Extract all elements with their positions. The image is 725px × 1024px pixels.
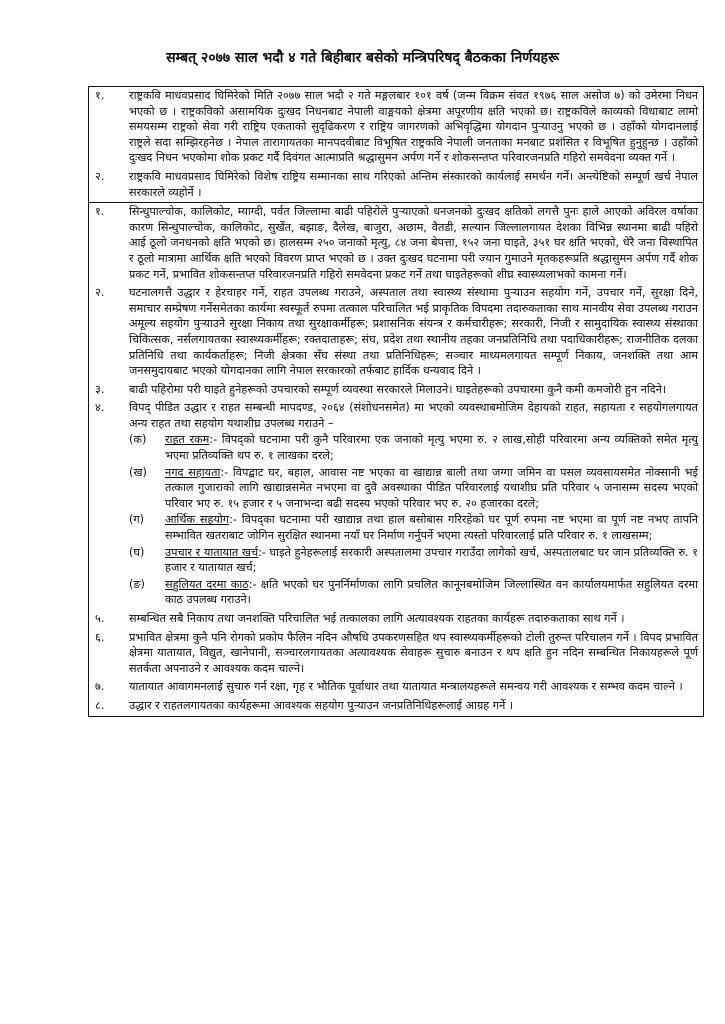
- item-number: ६.: [95, 630, 105, 644]
- item-body: [129, 204, 703, 282]
- item-body: [129, 88, 703, 166]
- subitem-heading: उपचार र यातायात खर्च: [165, 545, 259, 559]
- subitem: [129, 512, 698, 543]
- subitem-text: :- विपद्बाट घर, बहाल, आवास नष्ट भएका वा खाद्यान्न बाली तथा जग्गा जमिन वा पसल व्यवसायसमेत नोक्सानी भई तत्काल गुजाराको लागि खाद्यान्नसमेत नभएमा वा दुवै अवस्थाका पीडित परिवारलाई यथाशीघ्र प्रति परिवार ५ जनासम्म सदस्य भएको परिवार भए रु. १५ हजार र ५ जनाभन्दा बढी सदस्य भएको परिवार भए रु. २० हजारका दरले;: [165, 465, 699, 510]
- decision-section: [89, 87, 703, 203]
- decision-item: [89, 168, 703, 202]
- item-body: [129, 169, 703, 200]
- subitem: [129, 432, 698, 463]
- decision-section: [89, 203, 703, 715]
- decision-item: [89, 381, 703, 400]
- subitem-heading: राहत रकम: [165, 433, 210, 447]
- item-number: ८.: [95, 698, 105, 712]
- subitem-body: [165, 465, 698, 512]
- subitem-heading: सहुलियत दरमा काठ: [165, 577, 249, 591]
- item-body: [129, 400, 703, 608]
- item-body: [129, 698, 703, 714]
- decision-table: [88, 86, 704, 717]
- subitem-body: [165, 545, 698, 576]
- subitem-number: (ग): [129, 513, 145, 527]
- item-number: १.: [95, 89, 105, 102]
- item-body: [129, 382, 703, 398]
- subitem-number: (क): [129, 433, 147, 447]
- decision-item: [89, 697, 703, 716]
- subitem-number: (ख): [129, 465, 147, 479]
- item-number: ४.: [95, 401, 105, 415]
- subitem-text: :- विपद्को घटनामा परी कुनै परिवारमा एक जनाको मृत्यु भएमा रु. २ लाख,सोही परिवारमा अन्य व्यक्तिको समेत मृत्यु भएमा प्रतिव्यक्ति थप रु. १ लाखका दरले;: [165, 433, 698, 463]
- subitem-heading: नगद सहायता: [165, 465, 221, 479]
- item-body: [129, 611, 703, 627]
- subitem-body: [165, 432, 698, 463]
- subitem-body: [165, 512, 698, 543]
- item-number: १.: [95, 205, 105, 219]
- decision-item: [89, 203, 703, 284]
- subitem: [129, 465, 698, 512]
- decision-item: [89, 629, 703, 679]
- item-number: ७.: [95, 680, 105, 694]
- page-title: सम्बत् २०७७ साल भदौ ४ गते बिहीबार बसेको मन्त्रिपरिषद् बैठकका निर्णयहरू: [166, 50, 559, 66]
- item-text: सिन्धुपाल्चोक, कालिकोट, म्याग्दी, पर्वत जिल्लामा बाढी पहिरोले पुऱ्याएको धनजनको दुःखद क्षतिको लगत्तै पुनः हाले आएको अविरल वर्षाका कारण सिन्धुपाल्चोक, कालिकोट, सुर्खेत, बझाङ, दैलेख, बाजुरा, अछाम, वैतडी, सल्यान जिल्लालगायत देशका विभिन्न स्थानमा बाढी पहिरो आई ठूलो जनधनको क्षति भएको छ। हालसम्म २५० जनाको मृत्यु, ८४ जना बेपत्ता, १५२ जना घाइते, ३५१ घर क्षति भएको, धेरै जना विस्थापित र ठूलो मात्रामा आर्थिक क्षति भएको विवरण प्राप्त भएको छ । उक्त दुःखद घटनामा परी ज्यान गुमाउने मृतकहरूप्रति श्रद्धासुमन अर्पण गर्दै शोक प्रकट गर्ने, प्रभावित शोकसन्तप्त परिवारजनप्रति गहिरो समवेदना प्रकट गर्ने तथा घाइतेहरूको शीघ्र स्वास्थ्यलाभको कामना गर्ने।: [129, 205, 698, 281]
- item-text: उद्धार र राहतलगायतका कार्यहरूमा आवश्यक सहयोग पुऱ्याउन जनप्रतिनिधिहरूलाई आग्रह गर्ने ।: [129, 698, 514, 712]
- subitem-body: [165, 577, 698, 608]
- decision-item: [89, 399, 703, 610]
- item-text: राष्ट्रकवि माधवप्रसाद घिमिरेको मिति २०७७ साल भदौ २ गते मङ्गलबार १०१ वर्ष (जन्म विक्रम संवत १९७६ साल असोज ७) को उमेरमा निधन भएको छ । राष्ट्रकविको असामयिक दुःखद निधनबाट नेपाली वाङ्मयको क्षेत्रमा अपूरणीय क्षति भएको छ। राष्ट्रकविले काव्यको विधाबाट लामो समयसम्म राष्ट्रको सेवा गरी राष्ट्रिय एकताको सुदृढिकरण र राष्ट्रिय जागरणको अभिवृद्धिमा योगदान पुऱ्याउनु भएको छ । उहाँको योगदानलाई राष्ट्रले सदा सम्झिरहनेछ । नेपाल तारागायतका मानपदवीबाट विभूषित राष्ट्रकवि नेपाली जनताका मनबाट प्रशंसित र विभूषित हुनुहुन्छ । उहाँको दुःखद निधन भएकोमा शोक प्रकट गर्दै दिवंगत आत्माप्रति श्रद्धासुमन अर्पण गर्ने र शोकसन्तप्त परिवारजनप्रति गहिरो समवेदना व्यक्त गर्ने ।: [129, 89, 698, 165]
- subitem-heading: आर्थिक सहयोग: [165, 513, 230, 527]
- subitem-text: :- घाइते हुनेहरूलाई सरकारी अस्पतालमा उपचार गराउँदा लागेको खर्च, अस्पतालबाट घर जान प्रतिव्यक्ति रु. १ हजार र यातायात खर्च;: [165, 545, 698, 575]
- item-body: [129, 679, 703, 695]
- item-body: [129, 630, 703, 677]
- subitem-text: :- विपद्का घटनामा परी खाद्यान्न तथा हाल बसोबास गरिरहेको घर पूर्ण रुपमा नष्ट भएमा वा पूर्ण नष्ट नभए तापनि सम्भावित खतराबाट जोगिन सुरक्षित स्थानमा नयाँ घर निर्माण गर्नुपर्ने भएमा त्यस्तो परिवारलाई प्रति परिवार रु. १ लाखसम्म;: [165, 513, 698, 543]
- item-text: सम्बन्धित सबै निकाय तथा जनशक्ति परिचालित भई तत्कालका लागि अत्यावश्यक राहतका कार्यहरू तदारुकताका साथ गर्ने ।: [129, 612, 625, 625]
- item-text: राष्ट्रकवि माधवप्रसाद घिमिरेको विशेष राष्ट्रिय सम्मानका साथ गरिएको अन्तिम संस्कारको कार्यलाई समर्थन गर्ने। अन्त्येष्टिको सम्पूर्ण खर्च नेपाल सरकारले व्यहोर्ने ।: [129, 169, 698, 199]
- item-number: २.: [95, 286, 105, 300]
- item-text: यातायात आवागमनलाई सुचारु गर्न रक्षा, गृह र भौतिक पूर्वाधार तथा यातायात मन्त्रालयहरूले समन्वय गरी आवश्यक र सम्भव कदम चाल्ने ।: [129, 680, 683, 694]
- subitem: [129, 577, 698, 608]
- item-text: बाढी पहिरोमा परी घाइते हुनेहरूको उपचारको सम्पूर्ण व्यवस्था सरकारले मिलाउने। घाइतेहरूको उपचारमा कुनै कमी कमजोरी हुन नदिने।: [129, 382, 667, 396]
- item-number: ५.: [95, 612, 105, 625]
- decision-item: [89, 87, 703, 168]
- item-number: २.: [95, 169, 105, 183]
- subitem-text: :- क्षति भएको घर पुनर्निर्माणका लागि प्रचलित कानूनबमोजिम जिल्लास्थित वन कार्यालयमार्फत सहुलियत दरमा काठ उपलब्ध गराउने।: [165, 577, 698, 607]
- item-text: घटनालगत्तै उद्धार र हेरचाहर गर्ने, राहत उपलब्ध गराउने, अस्पताल तथा स्वास्थ्य संस्थामा पुऱ्याउन सहयोग गर्ने, उपचार गर्ने, सुरक्षा दिने, समाचार सम्प्रेषण गर्नेसमेतका कार्यमा स्वस्फूर्त रुपमा तत्काल परिचालित भई प्राकृतिक विपदमा तदारुकताका साथ मानवीय सेवा उपलब्ध गराउन अमूल्य सहयोग पुऱ्याउने सुरक्षा निकाय तथा सुरक्षाकर्मीहरू; प्रशासनिक संयन्त्र र कर्मचारीहरू; सरकारी, निजी र सामुदायिक स्वास्थ्य संस्थाका चिकित्सक, नर्सलगायतका स्वास्थ्यकर्मीहरू; रक्तदाताहरू; संघ, प्रदेश तथा स्थानीय तहका जनप्रतिनिधि तथा पदाधिकारीहरू; राजनीतिक दलका प्रतिनिधि तथा कार्यकर्ताहरू; निजी क्षेत्रका सँघ संस्था तथा प्रतिनिधिहरू; सञ्चार माध्यमलगायत सम्पूर्ण निकाय, जनशक्ति तथा आम जनसमुदायबाट भएको योगदानका लागि नेपाल सरकारको तर्फबाट हार्दिक धन्यवाद दिने ।: [129, 286, 698, 378]
- subitem: [129, 545, 698, 576]
- item-body: [129, 285, 703, 379]
- item-text: प्रभावित क्षेत्रमा कुनै पनि रोगको प्रकोप फैलिन नदिन औषधि उपकरणसहित थप स्वास्थ्यकर्मीहरूको टोली तुरुन्त परिचालन गर्ने । विपद प्रभावित क्षेत्रमा यातायात, विद्युत, खानेपानी, सञ्चारलगायतका अत्यावश्यक सेवाहरू सुचारु बनाउन र थप क्षति हुन नदिन सम्बन्धित निकायहरूले पूर्ण सतर्कता अपनाउने र आवश्यक कदम चाल्ने।: [129, 630, 698, 675]
- item-text: विपद् पीडित उद्धार र राहत सम्बन्धी मापदण्ड, २०६४ (संशोधनसमेत) मा भएको व्यवस्थाबमोजिम देहायको राहत, सहायता र सहयोगलगायत अन्य राहत तथा सहयोग यथाशीघ्र उपलब्ध गराउने –: [129, 401, 698, 430]
- subitem-number: (घ): [129, 545, 145, 559]
- subitem-number: (ङ): [129, 577, 145, 591]
- decision-item: [89, 284, 703, 381]
- item-number: ३.: [95, 382, 105, 396]
- decision-item: [89, 678, 703, 697]
- decision-item: [89, 610, 703, 629]
